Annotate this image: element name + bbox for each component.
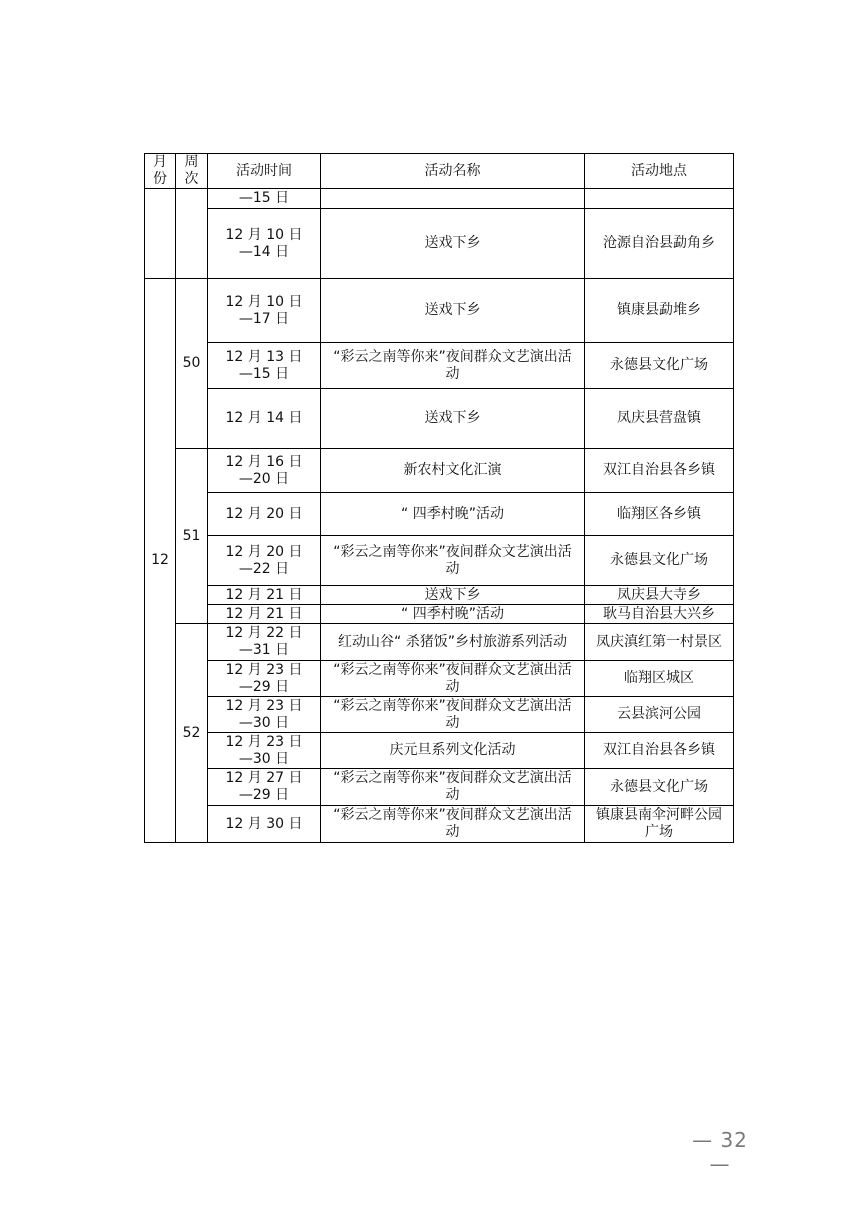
name-cell: “彩云之南等你来”夜间群众文艺演出活 动 [321,697,585,733]
place-cell: 凤庆县营盘镇 [585,389,734,449]
name-cell: 送戏下乡 [321,389,585,449]
name-cell: 红动山谷“ 杀猪饭”乡村旅游系列活动 [321,624,585,661]
table-row [145,697,734,733]
place-cell: 临翔区各乡镇 [585,493,734,536]
table-row [145,733,734,769]
table-row [145,624,734,661]
name-cell [321,189,585,209]
table-row [145,769,734,806]
table-row [145,661,734,697]
time-cell: 12 月 30 日 [208,806,321,843]
place-cell: 沧源自治县勐角乡 [585,209,734,279]
place-cell: 双江自治县各乡镇 [585,733,734,769]
name-cell: “彩云之南等你来”夜间群众文艺演出活 动 [321,769,585,806]
time-cell: 12 月 20 日 [208,493,321,536]
header-place: 活动地点 [585,154,734,189]
place-cell: 临翔区城区 [585,661,734,697]
header-name: 活动名称 [321,154,585,189]
name-cell: 送戏下乡 [321,586,585,605]
month-cell: 12 [145,279,176,843]
time-cell: 12 月 21 日 [208,586,321,605]
time-cell: 12 月 22 日 —31 日 [208,624,321,661]
place-cell: 永德县文化广场 [585,343,734,389]
time-cell: 12 月 21 日 [208,605,321,624]
activity-schedule-table [144,153,734,843]
place-cell: 云县滨河公园 [585,697,734,733]
time-cell: 12 月 16 日 —20 日 [208,449,321,493]
table-row [145,389,734,449]
page-number: — 32 — [692,1128,748,1176]
name-cell: “彩云之南等你来”夜间群众文艺演出活 动 [321,536,585,586]
time-cell: 12 月 23 日 —30 日 [208,697,321,733]
name-cell: 送戏下乡 [321,209,585,279]
table-header-row [145,154,734,189]
week-cell: 51 [176,449,208,624]
time-cell: —15 日 [208,189,321,209]
time-cell: 12 月 27 日 —29 日 [208,769,321,806]
table-row [145,189,734,209]
place-cell: 凤庆滇红第一村景区 [585,624,734,661]
table-row [145,586,734,605]
place-cell: 永德县文化广场 [585,769,734,806]
table-row [145,806,734,843]
place-cell: 双江自治县各乡镇 [585,449,734,493]
place-cell: 永德县文化广场 [585,536,734,586]
time-cell: 12 月 23 日 —29 日 [208,661,321,697]
name-cell: “彩云之南等你来”夜间群众文艺演出活 动 [321,343,585,389]
table-row [145,449,734,493]
header-month: 月份 [145,154,176,189]
week-cell: 50 [176,279,208,449]
header-time: 活动时间 [208,154,321,189]
month-cell-empty [145,189,176,279]
time-cell: 12 月 14 日 [208,389,321,449]
table-row [145,343,734,389]
time-cell: 12 月 13 日 —15 日 [208,343,321,389]
table-row [145,536,734,586]
name-cell: “ 四季村晚”活动 [321,605,585,624]
time-cell: 12 月 10 日 —14 日 [208,209,321,279]
place-cell: 耿马自治县大兴乡 [585,605,734,624]
time-cell: 12 月 20 日 —22 日 [208,536,321,586]
table-row [145,209,734,279]
time-cell: 12 月 10 日 —17 日 [208,279,321,343]
place-cell: 镇康县勐堆乡 [585,279,734,343]
name-cell: 送戏下乡 [321,279,585,343]
table-row [145,279,734,343]
table-row [145,605,734,624]
table-row [145,493,734,536]
name-cell: 庆元旦系列文化活动 [321,733,585,769]
week-cell: 52 [176,624,208,843]
name-cell: “彩云之南等你来”夜间群众文艺演出活 动 [321,806,585,843]
name-cell: 新农村文化汇演 [321,449,585,493]
header-week: 周次 [176,154,208,189]
name-cell: “ 四季村晚”活动 [321,493,585,536]
time-cell: 12 月 23 日 —30 日 [208,733,321,769]
place-cell: 镇康县南伞河畔公园 广场 [585,806,734,843]
place-cell: 凤庆县大寺乡 [585,586,734,605]
place-cell [585,189,734,209]
week-cell-empty [176,189,208,279]
name-cell: “彩云之南等你来”夜间群众文艺演出活 动 [321,661,585,697]
